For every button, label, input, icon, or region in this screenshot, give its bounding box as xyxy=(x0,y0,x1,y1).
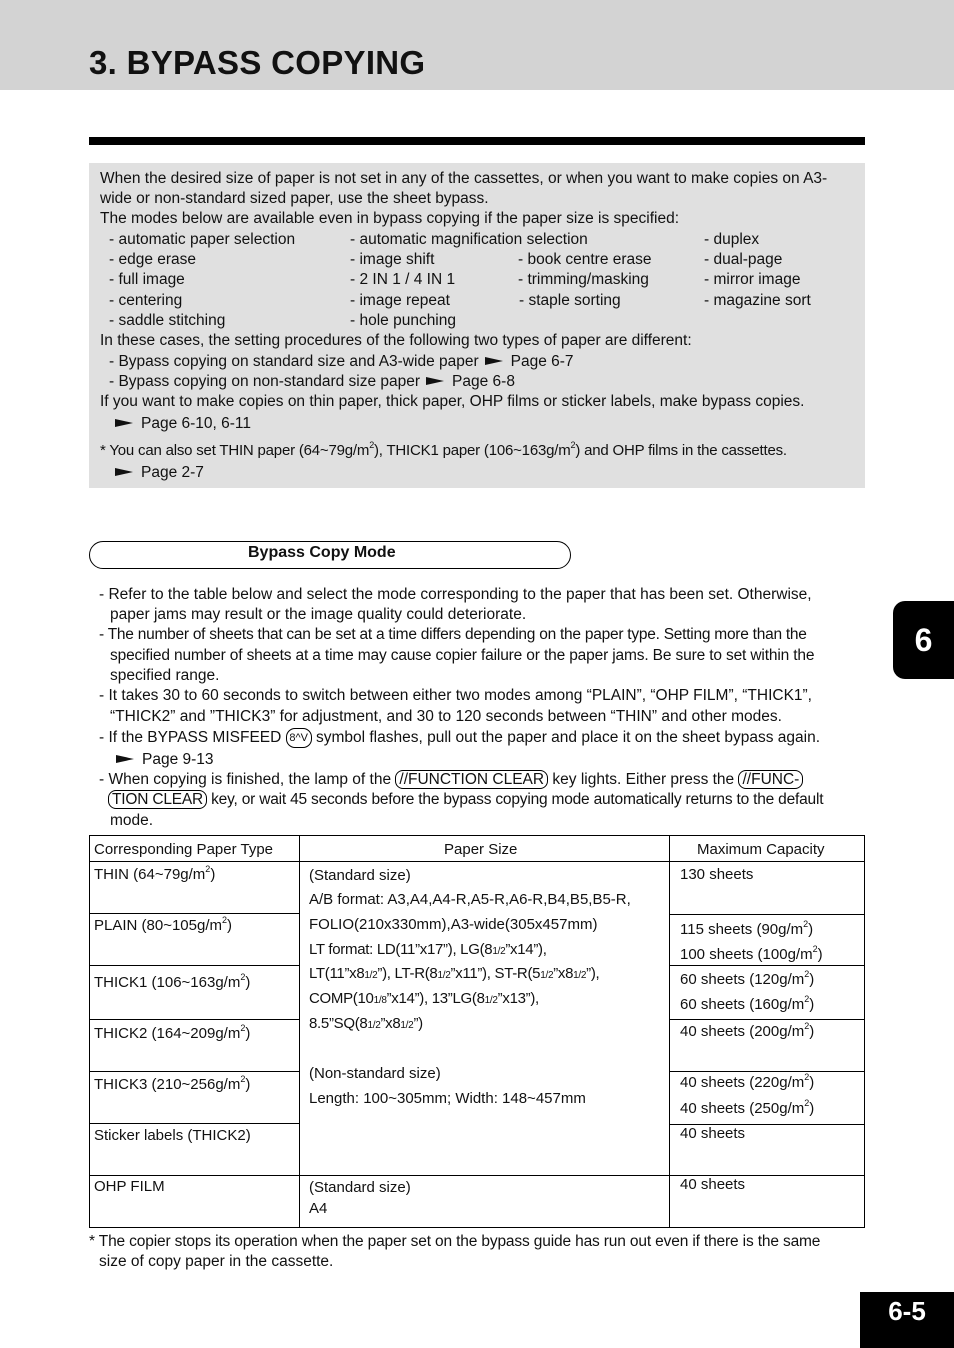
fraction: 1/2 xyxy=(492,946,506,957)
bullet-text: symbol flashes, pull out the paper and place it on the sheet bypass again. xyxy=(315,729,821,747)
bullet-text: - Refer to the table below and select the mode corresponding to the paper that has been set. Otherwise, xyxy=(99,586,812,603)
fraction: 1/2 xyxy=(400,1020,414,1031)
intro-text: - Bypass copying on standard size and A3-wide paper xyxy=(109,353,479,370)
cell-text: ) xyxy=(809,1100,815,1117)
mode-item: - full image xyxy=(109,271,185,288)
superscript: 2 xyxy=(222,915,228,925)
mode-item: - duplex xyxy=(704,231,760,248)
cell-text: ”x8 xyxy=(380,1015,401,1032)
fraction: 1/2 xyxy=(364,970,378,981)
mode-item: - 2 IN 1 / 4 IN 1 xyxy=(350,271,456,288)
bullet-text: - It takes 30 to 60 seconds to switch between either two modes among “PLAIN”, “OHP FILM”, “THICK1”, xyxy=(99,687,812,704)
superscript: 2 xyxy=(240,1023,246,1033)
superscript: 2 xyxy=(240,972,246,982)
cell-text: ) xyxy=(227,917,233,934)
note-text: * You can also set THIN paper (64~79g/m xyxy=(100,442,370,459)
capacity-cell xyxy=(680,920,813,940)
cell-text: ”), xyxy=(586,965,600,982)
table-border xyxy=(89,913,299,914)
capacity-cell: 130 sheets xyxy=(680,866,754,883)
intro-text: If you want to make copies on thin paper, thick paper, OHP films or sticker labels, make bypass copies. xyxy=(100,393,805,410)
superscript: 2 xyxy=(369,440,374,450)
cell-text: ) xyxy=(809,1074,815,1091)
cell-text: ) xyxy=(809,996,815,1013)
paper-size-text: Length: 100~305mm; Width: 148~457mm xyxy=(309,1090,586,1107)
cell-text: ”x14”), xyxy=(505,941,547,958)
table-header: Paper Size xyxy=(444,841,518,858)
superscript: 2 xyxy=(804,994,810,1004)
superscript: 2 xyxy=(804,969,810,979)
capacity-cell: 40 sheets xyxy=(680,1176,746,1193)
table-border xyxy=(669,1071,865,1072)
table-border xyxy=(669,1019,865,1020)
table-border xyxy=(89,1123,299,1124)
superscript: 2 xyxy=(804,1098,810,1108)
mode-item: - book centre erase xyxy=(518,251,652,268)
superscript: 2 xyxy=(570,440,576,450)
cell-text: ) xyxy=(245,1076,251,1093)
table-border xyxy=(89,1071,299,1072)
cell-text: ) xyxy=(809,1023,815,1040)
cell-text: ) xyxy=(245,1025,251,1042)
mode-item: - automatic magnification selection xyxy=(350,231,588,248)
fraction: 1/2 xyxy=(484,995,498,1006)
superscript: 2 xyxy=(804,1021,810,1031)
capacity-cell xyxy=(680,1073,814,1093)
cell-text: LT(11”x8 xyxy=(309,965,365,982)
fraction: 1/2 xyxy=(540,970,554,981)
bullet-text: - When copying is finished, the lamp of the xyxy=(99,771,392,788)
bullet-text: key lights. Either press the xyxy=(552,771,735,788)
paper-size-text: (Standard size) xyxy=(309,1179,411,1196)
cell-text: 100 sheets (100g/m xyxy=(680,946,813,963)
table-border xyxy=(89,1227,865,1228)
cell-text: 40 sheets (200g/m xyxy=(680,1023,805,1040)
superscript: 2 xyxy=(240,1074,246,1084)
paper-type-cell xyxy=(94,916,232,936)
bullet-text: - The number of sheets that can be set at a time differs depending on the paper type. Setting more than the xyxy=(99,626,807,643)
intro-text: wide or non-standard sized paper, use the sheet bypass. xyxy=(100,190,489,207)
paper-type-cell: OHP FILM xyxy=(94,1178,165,1195)
page-reference: Page 6-10, 6-11 xyxy=(141,415,252,432)
superscript: 2 xyxy=(804,1072,810,1082)
table-border xyxy=(89,835,90,1228)
table-border xyxy=(864,835,865,1228)
paper-size-text: (Standard size) xyxy=(309,867,411,884)
paper-size-text xyxy=(309,989,539,1011)
cell-text: THIN (64~79g/m xyxy=(94,866,206,883)
mode-item: - centering xyxy=(109,292,183,309)
mode-item: - image shift xyxy=(350,251,435,268)
page-number: 6-5 xyxy=(860,1292,954,1348)
cell-text: THICK2 (164~209g/m xyxy=(94,1025,241,1042)
footnote-text: size of copy paper in the cassette. xyxy=(99,1253,334,1270)
cell-text: ) xyxy=(809,971,815,988)
bullet-text: mode. xyxy=(110,812,154,829)
intro-text: The modes below are available even in bypass copying if the paper size is specified: xyxy=(100,210,679,227)
capacity-cell xyxy=(680,1022,814,1042)
function-clear-key: TION CLEAR xyxy=(108,790,207,809)
intro-text: In these cases, the setting procedures of the following two types of paper are different: xyxy=(100,332,692,349)
page-reference: Page 6-8 xyxy=(452,373,515,390)
cell-text: LT format: LD(11”x17”), LG(8 xyxy=(309,941,493,958)
bullet-text: - If the BYPASS MISFEED xyxy=(99,729,282,747)
section-title: Bypass Copy Mode xyxy=(248,544,396,561)
footnote-text: * The copier stops its operation when the paper set on the bypass guide has run out even if there is the same xyxy=(89,1233,821,1250)
mode-item: - image repeat xyxy=(350,292,450,309)
cell-text: ”x13”), xyxy=(497,990,539,1007)
table-border xyxy=(669,965,865,966)
function-clear-key: //FUNC- xyxy=(738,770,803,789)
capacity-cell xyxy=(680,1099,814,1119)
cell-text: ) xyxy=(210,866,216,883)
cell-text: ”x11”), ST-R(5 xyxy=(450,965,541,982)
cell-text: ) xyxy=(808,921,814,938)
cell-text: COMP(10 xyxy=(309,990,374,1007)
cell-text: 8.5”SQ(8 xyxy=(309,1015,368,1032)
mode-item: - saddle stitching xyxy=(109,312,226,329)
capacity-cell xyxy=(680,945,823,965)
fraction: 1/8 xyxy=(373,995,387,1006)
bullet-text: “THICK2” and ”THICK3” for adjustment, and 30 to 120 seconds between “THIN” and other modes. xyxy=(110,708,782,725)
table-border xyxy=(669,914,865,915)
capacity-cell xyxy=(680,970,814,990)
cell-text: ”), LT-R(8 xyxy=(377,965,438,982)
paper-size-text: FOLIO(210x330mm),A3-wide(305x457mm) xyxy=(309,916,598,933)
paper-size-text: A/B format: A3,A4,A4-R,A5-R,A6-R,B4,B5,B5-R, xyxy=(309,891,631,908)
paper-size-text xyxy=(309,1014,423,1036)
mode-item: - magazine sort xyxy=(704,292,811,309)
paper-size-text xyxy=(309,940,547,962)
cell-text: 60 sheets (160g/m xyxy=(680,996,805,1013)
fraction: 1/2 xyxy=(573,970,587,981)
table-border xyxy=(89,965,299,966)
bullet-text: paper jams may result or the image quality could deteriorate. xyxy=(110,606,527,623)
superscript: 2 xyxy=(812,944,818,954)
paper-type-cell xyxy=(94,865,215,885)
table-border xyxy=(89,861,865,862)
cell-text: PLAIN (80~105g/m xyxy=(94,917,222,934)
cell-text: 60 sheets (120g/m xyxy=(680,971,805,988)
cell-text: ) xyxy=(817,946,823,963)
fraction: 1/2 xyxy=(437,970,451,981)
page-title: 3. BYPASS COPYING xyxy=(89,44,426,81)
paper-size-text xyxy=(309,964,599,986)
mode-item: - automatic paper selection xyxy=(109,231,296,248)
mode-item: - dual-page xyxy=(704,251,783,268)
cell-text: THICK1 (106~163g/m xyxy=(94,974,241,991)
superscript: 2 xyxy=(205,864,211,874)
page-reference: Page 6-7 xyxy=(510,353,574,370)
paper-size-text: (Non-standard size) xyxy=(309,1065,441,1082)
table-header: Maximum Capacity xyxy=(697,841,825,858)
note-text: ) and OHP films in the cassettes. xyxy=(575,442,787,459)
table-border xyxy=(89,1019,299,1020)
cell-text: THICK3 (210~256g/m xyxy=(94,1076,241,1093)
cell-text: 40 sheets (220g/m xyxy=(680,1074,805,1091)
mode-item: - staple sorting xyxy=(519,292,621,309)
capacity-cell: 40 sheets xyxy=(680,1125,746,1142)
page-reference: Page 9-13 xyxy=(142,751,214,768)
bullet-text: specified range. xyxy=(110,667,220,684)
cell-text: ) xyxy=(245,974,251,991)
cell-text: 115 sheets (90g/m xyxy=(680,921,804,938)
table-header: Corresponding Paper Type xyxy=(94,841,274,858)
bullet-text: specified number of sheets at a time may cause copier failure or the paper jams. Be sure to set within the xyxy=(110,647,815,664)
note-text: ), THICK1 paper (106~163g/m xyxy=(374,442,571,459)
cell-text: 40 sheets (250g/m xyxy=(680,1100,805,1117)
page-reference: Page 2-7 xyxy=(141,464,204,481)
function-clear-key: //FUNCTION CLEAR xyxy=(395,770,548,789)
paper-size-text: A4 xyxy=(309,1200,328,1217)
intro-text: - Bypass copying on non-standard size paper xyxy=(109,373,421,390)
superscript: 2 xyxy=(803,919,809,929)
cell-text: ”x8 xyxy=(553,965,574,982)
misfeed-symbol-icon: 8^V xyxy=(286,728,312,748)
paper-type-cell xyxy=(94,973,250,993)
mode-item: - trimming/masking xyxy=(518,271,649,288)
paper-type-cell xyxy=(94,1075,250,1095)
intro-text: When the desired size of paper is not set in any of the cassettes, or when you want to make copies on A3- xyxy=(100,170,828,187)
cell-text: ”) xyxy=(413,1015,423,1032)
paper-type-cell xyxy=(94,1024,250,1044)
chapter-tab: 6 xyxy=(893,601,954,679)
capacity-cell xyxy=(680,995,814,1015)
table-border xyxy=(89,1175,865,1176)
table-border xyxy=(669,835,670,1228)
cell-text: ”x14”), 13”LG(8 xyxy=(386,990,485,1007)
table-border xyxy=(299,835,300,1228)
table-border xyxy=(89,835,865,836)
mode-item: - mirror image xyxy=(704,271,801,288)
mode-item: - hole punching xyxy=(350,312,456,329)
fraction: 1/2 xyxy=(367,1020,381,1031)
bullet-text: key, or wait 45 seconds before the bypass copying mode automatically returns to the default xyxy=(211,791,824,808)
paper-type-cell: Sticker labels (THICK2) xyxy=(94,1127,251,1144)
mode-item: - edge erase xyxy=(109,251,197,268)
